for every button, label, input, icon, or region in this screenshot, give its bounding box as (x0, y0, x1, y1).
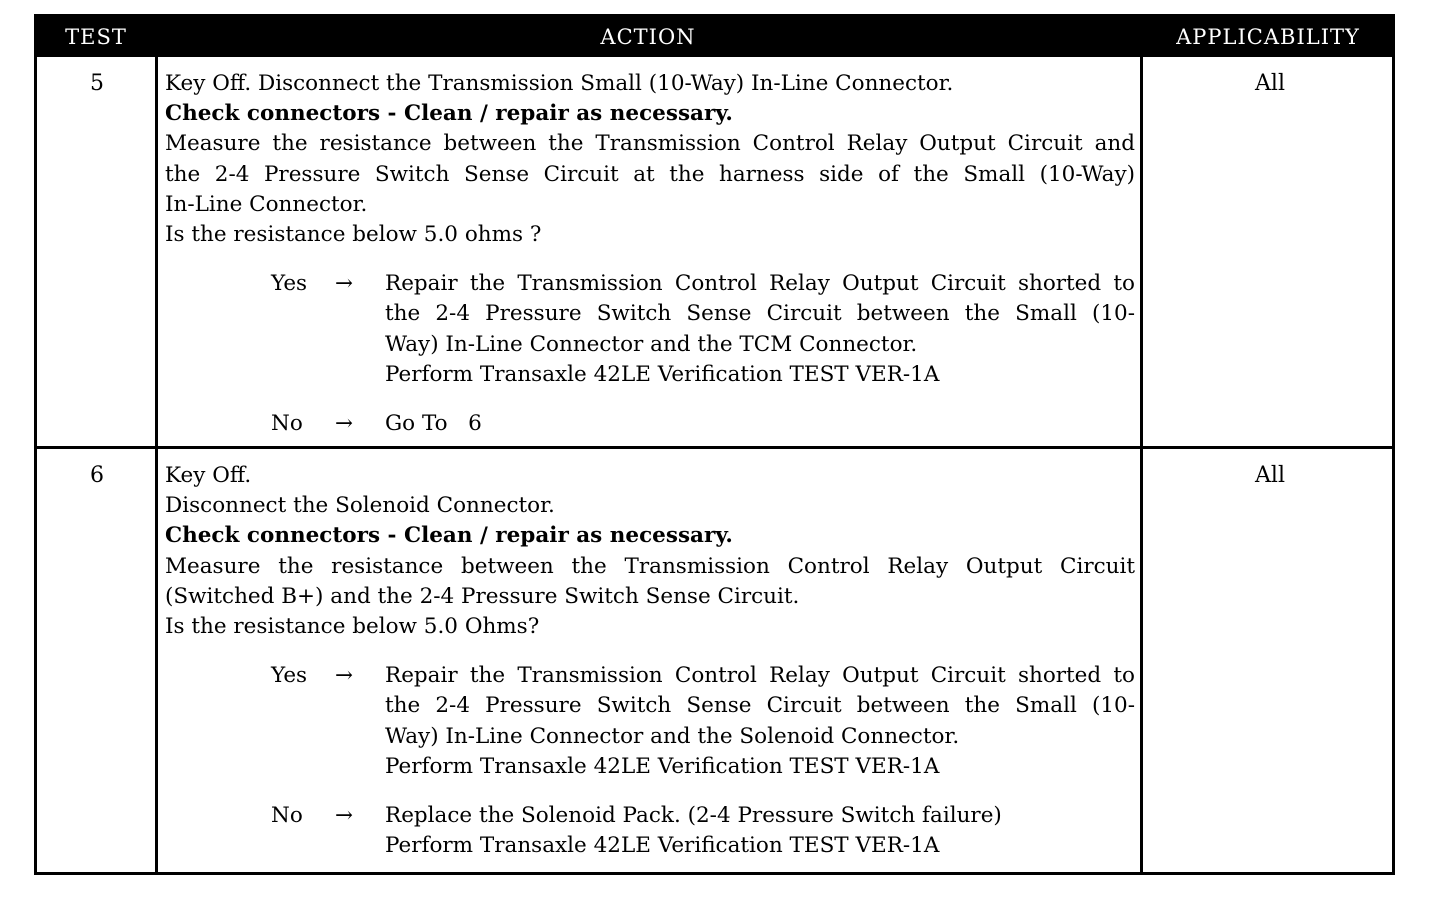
action-line: In-Line Connector. (165, 191, 368, 217)
action-line: Is the resistance below 5.0 ohms ? (165, 222, 542, 248)
action-line: Measure the resistance between the Transmission Control Relay Output Circuit (165, 553, 1135, 579)
outcome-yes (165, 269, 1135, 390)
result-line: the 2-4 Pressure Switch Sense Circuit between the Small (10- (385, 693, 1135, 719)
result-line: Way) In-Line Connector and the Solenoid Connector. (385, 723, 960, 749)
table-row (37, 449, 1392, 872)
result-line: Replace the Solenoid Pack. (2-4 Pressure Switch failure) (385, 803, 1002, 829)
outcome-no (165, 801, 1135, 861)
arrow-right-icon: → (335, 803, 354, 829)
no-label: No (271, 803, 303, 829)
arrow-right-icon: → (335, 663, 354, 689)
action-line: (Switched B+) and the 2-4 Pressure Switch Sense Circuit. (165, 583, 800, 609)
action-cell (165, 69, 1135, 439)
action-cell (165, 461, 1135, 861)
diagnostic-table (34, 14, 1395, 875)
action-line: the 2-4 Pressure Switch Sense Circuit at the harness side of the Small (10-Way) (165, 161, 1135, 187)
no-result (385, 409, 1135, 439)
action-line: Key Off. (165, 463, 252, 488)
test-number: 5 (90, 71, 104, 96)
action-line-bold: Check connectors - Clean / repair as necessary. (165, 523, 733, 549)
yes-result (385, 661, 1135, 782)
arrow-right-icon: → (335, 411, 354, 437)
no-label: No (271, 411, 303, 437)
result-line: Perform Transaxle 42LE Verification TEST VER-1A (385, 361, 940, 387)
yes-label: Yes (271, 663, 308, 689)
yes-result (385, 269, 1135, 390)
action-line: Disconnect the Solenoid Connector. (165, 493, 555, 519)
action-line-bold: Check connectors - Clean / repair as necessary. (165, 101, 733, 127)
header-applicability: APPLICABILITY (1176, 25, 1360, 49)
result-line: Go To 6 (385, 411, 482, 437)
applicability-value: All (1255, 71, 1285, 96)
result-line: Way) In-Line Connector and the TCM Connector. (385, 331, 918, 357)
result-line: Perform Transaxle 42LE Verification TEST VER-1A (385, 833, 940, 859)
action-line: Measure the resistance between the Transmission Control Relay Output Circuit and (165, 131, 1135, 157)
test-number: 6 (90, 463, 104, 488)
action-line: Is the resistance below 5.0 Ohms? (165, 614, 540, 640)
table-header (37, 17, 1392, 57)
result-line: Repair the Transmission Control Relay Output Circuit shorted to (385, 663, 1135, 689)
header-action: ACTION (600, 25, 696, 49)
outcome-no (165, 409, 1135, 439)
action-line: Key Off. Disconnect the Transmission Small (10-Way) In-Line Connector. (165, 71, 954, 96)
applicability-value: All (1255, 463, 1285, 488)
header-test: TEST (65, 25, 127, 49)
outcome-yes (165, 661, 1135, 782)
result-line: Perform Transaxle 42LE Verification TEST VER-1A (385, 753, 940, 779)
no-result (385, 801, 1135, 861)
yes-label: Yes (271, 271, 308, 297)
result-line: Repair the Transmission Control Relay Output Circuit shorted to (385, 271, 1135, 297)
arrow-right-icon: → (335, 271, 354, 297)
table-row (37, 57, 1392, 446)
result-line: the 2-4 Pressure Switch Sense Circuit between the Small (10- (385, 301, 1135, 327)
